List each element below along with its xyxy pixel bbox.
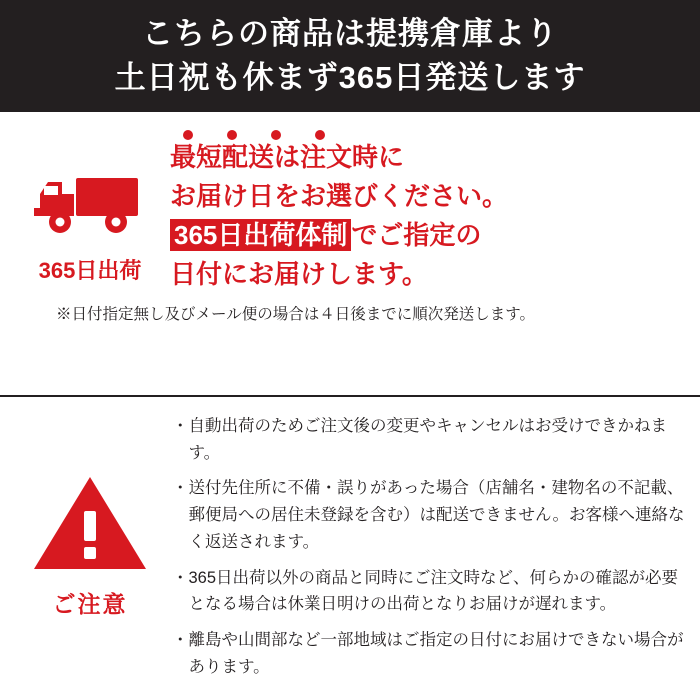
caution-item-text: 自動出荷のためご注文後の変更やキャンセルはお受けできかねます。 — [188, 417, 667, 462]
shipping-highlight: 365日出荷体制 — [170, 219, 351, 251]
truck-label: 365日出荷 — [38, 258, 142, 283]
shipping-message-line-4: 日付にお届けします。 — [170, 259, 428, 289]
caution-list — [166, 411, 686, 690]
shipping-message-line-3 — [170, 216, 686, 255]
shipping-message-block — [166, 126, 686, 294]
caution-label: ご注意 — [52, 591, 128, 617]
header-line-1: こちらの商品は提携倉庫より — [142, 15, 558, 51]
caution-item-text: 365日出荷以外の商品と同時にご注文時など、何らかの確認が必要となる場合は休業日明けの出荷となりお届けが遅れます。 — [188, 568, 679, 614]
shipping-note: ※日付指定無し及びメール便の場合は４日後までに順次発送します。 — [56, 306, 535, 323]
warning-triangle-icon — [31, 473, 149, 578]
list-item — [172, 627, 686, 680]
caution-section — [0, 397, 700, 700]
shipping-message-line-3-rest: でご指定の — [351, 220, 482, 250]
bullet-marker: ・ — [172, 631, 189, 650]
shipping-section — [0, 112, 700, 397]
truck-block — [14, 126, 166, 285]
bullet-marker: ・ — [172, 479, 189, 498]
shipping-message-line-2: お届け日をお選びください。 — [170, 181, 509, 211]
list-item — [172, 475, 686, 555]
list-item — [172, 565, 686, 618]
delivery-truck-icon — [30, 164, 150, 244]
header-line-2: 土日祝も休まず365日発送します — [114, 60, 586, 95]
caution-item-text: 離島や山間部など一部地域はご指定の日付にお届けできない場合があります。 — [188, 631, 684, 676]
shipping-message-line-1: 最短配送は注文時に — [170, 142, 405, 172]
bullet-marker: ・ — [172, 417, 189, 435]
bullet-marker: ・ — [172, 568, 189, 587]
shipping-section-top — [14, 126, 686, 294]
caution-icon-block — [14, 411, 166, 690]
caution-item-text: 送付先住所に不備・誤りがあった場合（店舗名・建物名の不記載、郵便局への居住未登録を含む）は配送できません。お客様へ連絡なく返送されます。 — [188, 479, 685, 551]
banner-header — [0, 0, 700, 112]
list-item — [172, 413, 686, 466]
